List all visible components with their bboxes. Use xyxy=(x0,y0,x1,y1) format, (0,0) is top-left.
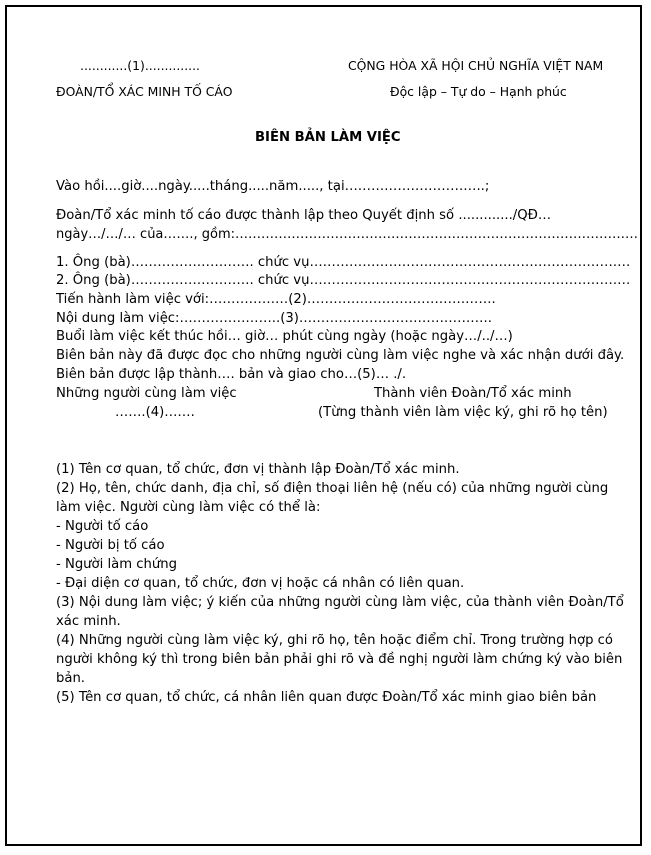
footnote-line: (3) Nội dung làm việc; ý kiến của những người cùng làm việc, của thành viên Đoàn/Tổ xyxy=(56,595,624,610)
footnote-line: bản. xyxy=(56,671,86,686)
decision-line-1: Đoàn/Tổ xác minh tố cáo được thành lập theo Quyết định số ............./QĐ… xyxy=(56,208,552,223)
footnote-line: người không ký thì trong biên bản phải ghi rõ và đề nghị người làm chứng ký vào biên xyxy=(56,652,623,667)
signature-right-note: (Từng thành viên làm việc ký, ghi rõ họ tên) xyxy=(318,405,608,420)
footnote-line: - Đại diện cơ quan, tổ chức, đơn vị hoặc cá nhân có liên quan. xyxy=(56,576,465,591)
issuer-name: ĐOÀN/TỔ XÁC MINH TỐ CÁO xyxy=(56,84,233,99)
decision-line-2: ngày…/…/… của……., gồm:………………………………………………………………………………… xyxy=(56,227,639,242)
footnote-line: - Người làm chứng xyxy=(56,557,177,572)
footnote-line: xác minh. xyxy=(56,614,121,629)
footnote-line: (4) Những người cùng làm việc ký, ghi rõ họ, tên hoặc điểm chỉ. Trong trường hợp có xyxy=(56,633,613,648)
issuer-placeholder: ............(1).............. xyxy=(80,58,200,73)
national-title: CỘNG HÒA XÃ HỘI CHỦ NGHĨA VIỆT NAM xyxy=(348,58,604,73)
signature-right-title: Thành viên Đoàn/Tổ xác minh xyxy=(374,386,572,401)
signature-left-note: …….(4)……. xyxy=(115,405,195,420)
signature-left-title: Những người cùng làm việc xyxy=(56,386,237,401)
footnote-line: (2) Họ, tên, chức danh, địa chỉ, số điện thoại liên hệ (nếu có) của những người cùng xyxy=(56,481,609,496)
national-motto: Độc lập – Tự do – Hạnh phúc xyxy=(390,84,567,99)
footnote-line: - Người bị tố cáo xyxy=(56,538,165,553)
member-line-2: 2. Ông (bà)………………………. chức vụ………………………………………………………………. xyxy=(56,273,631,288)
work-with-line: Tiến hành làm việc với:………………(2)……………………………………. xyxy=(56,292,496,307)
time-place-line: Vào hồi....giờ....ngày.....tháng.....năm....., tại…………………………..; xyxy=(56,179,490,194)
footnote-line: (5) Tên cơ quan, tổ chức, cá nhân liên quan được Đoàn/Tổ xác minh giao biên bản xyxy=(56,690,597,705)
copies-line: Biên bản được lập thành…. bản và giao cho…(5)… ./. xyxy=(56,367,407,382)
member-line-1: 1. Ông (bà)………………………. chức vụ………………………………………………………………. xyxy=(56,255,631,270)
footnote-line: - Người tố cáo xyxy=(56,519,149,534)
document-title: BIÊN BẢN LÀM VIỆC xyxy=(255,130,401,145)
footnote-line: (1) Tên cơ quan, tổ chức, đơn vị thành lập Đoàn/Tổ xác minh. xyxy=(56,462,460,477)
read-confirm-line: Biên bản này đã được đọc cho những người cùng làm việc nghe và xác nhận dưới đây. xyxy=(56,348,625,363)
content-line: Nội dung làm việc:…………………..(3)…………………………………….. xyxy=(56,311,492,326)
end-time-line: Buổi làm việc kết thúc hồi… giờ… phút cùng ngày (hoặc ngày…/../…) xyxy=(56,329,513,344)
footnote-line: làm việc. Người cùng làm việc có thể là: xyxy=(56,500,321,515)
